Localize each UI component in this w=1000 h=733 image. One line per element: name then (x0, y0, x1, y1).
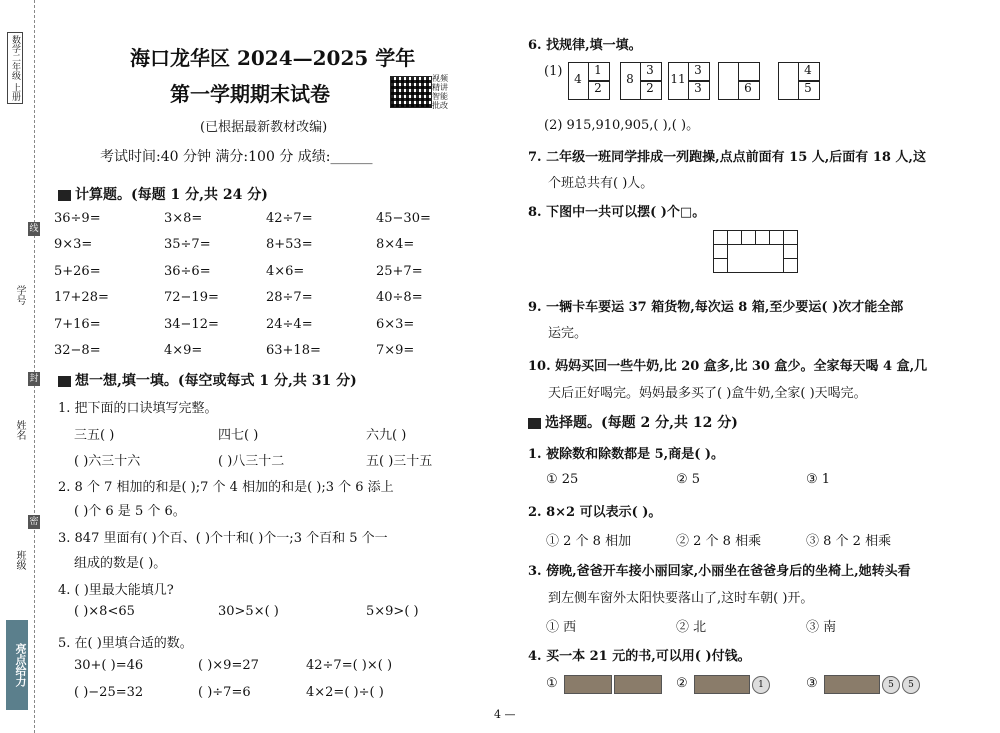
field-name: 姓名 (14, 420, 25, 440)
blank-item[interactable]: ( )÷7=6 (198, 685, 251, 700)
grid-cell (728, 231, 742, 245)
banknote-20-icon (824, 675, 880, 694)
option[interactable]: ③ 1 (806, 472, 831, 487)
square-grid-figure (713, 230, 798, 273)
option[interactable]: ① 2 个 8 相加 (546, 534, 632, 549)
option[interactable]: ② 北 (676, 620, 707, 635)
banknote-10-icon (564, 675, 612, 694)
grid-cell (756, 259, 770, 273)
pattern-number: 4 (574, 72, 582, 86)
calc-item[interactable]: 9×3= (54, 237, 93, 253)
pattern-number: 5 (804, 81, 812, 95)
question: 5. 在( )里填合适的数。 (58, 636, 193, 651)
question: 7. 二年级一班同学排成一列跑操,点点前面有 15 人,后面有 18 人,这 (528, 150, 926, 165)
blank-item[interactable]: 4×2=( )÷( ) (306, 685, 384, 700)
question: 4. 买一本 21 元的书,可以用( )付钱。 (528, 649, 751, 664)
field-student-id: 学号 (14, 285, 25, 305)
coin-1-icon: 1 (752, 676, 770, 694)
blank-item[interactable]: 三五( ) (74, 428, 115, 443)
blank-item[interactable]: ( )×8<65 (74, 604, 135, 619)
question: 1. 被除数和除数都是 5,商是( )。 (528, 447, 725, 462)
grid-cell (714, 245, 728, 259)
option[interactable]: ② (676, 676, 688, 691)
calc-item[interactable]: 4×6= (266, 263, 305, 279)
option[interactable]: ① 25 (546, 472, 579, 487)
grid-cell (714, 259, 728, 273)
calc-item[interactable]: 8×4= (376, 237, 415, 253)
banknote-20-icon (694, 675, 750, 694)
calc-item[interactable]: 28÷7= (266, 290, 313, 306)
calc-item[interactable]: 36÷6= (164, 263, 211, 279)
blank-item[interactable]: ( )×9=27 (198, 658, 259, 673)
calc-item[interactable]: 25+7= (376, 263, 423, 279)
grid-cell (770, 245, 784, 259)
grid-cell (756, 231, 770, 245)
blank-item[interactable]: 42÷7=( )×( ) (306, 658, 393, 673)
grid-cell (714, 231, 728, 245)
section-icon (58, 376, 71, 387)
question-part: (1) (544, 64, 563, 79)
section-icon (528, 418, 541, 429)
question: 2. 8 个 7 相加的和是( );7 个 4 相加的和是( );3 个 6 添上 (58, 480, 394, 495)
calc-item[interactable]: 24÷4= (266, 316, 313, 332)
blank-item[interactable]: 30+( )=46 (74, 658, 144, 673)
question: 3. 傍晚,爸爸开车接小丽回家,小丽坐在爸爸身后的坐椅上,她转头看 (528, 564, 911, 579)
cut-line (34, 0, 35, 733)
question: 8. 下图中一共可以摆( )个□。 (528, 205, 706, 220)
blank-item[interactable]: 六九( ) (366, 428, 407, 443)
calc-item[interactable]: 4×9= (164, 343, 203, 358)
grid-cell (784, 259, 798, 273)
option[interactable]: ② 2 个 8 相乘 (676, 534, 762, 549)
calc-item[interactable]: 17+28= (54, 290, 109, 306)
section-title (528, 412, 738, 432)
pattern-number: 3 (646, 63, 654, 77)
grid-cell (770, 231, 784, 245)
cut-mark: 密 (29, 517, 39, 527)
option[interactable]: ③ (806, 676, 818, 691)
grade-tag: 数学二年级 上册 (7, 32, 23, 104)
question: 10. 妈妈买回一些牛奶,比 20 盒多,比 30 盒少。全家每天喝 4 盒,几 (528, 359, 928, 374)
blank-item[interactable]: 四七( ) (218, 428, 259, 443)
calc-item[interactable]: 5+26= (54, 263, 101, 279)
pattern-number: 8 (626, 72, 634, 86)
brand-logo: 亮点给力 (6, 620, 28, 710)
section-icon (58, 190, 71, 201)
question: 到左侧车窗外太阳快要落山了,这时车朝( )开。 (548, 591, 814, 606)
calc-item[interactable]: 6×3= (376, 316, 415, 332)
question: 4. ( )里最大能填几? (58, 583, 174, 598)
calc-item[interactable]: 3×8= (164, 211, 203, 226)
binding-strip (0, 0, 44, 733)
calc-item[interactable]: 8+53= (266, 237, 313, 253)
calc-item[interactable]: 32−8= (54, 343, 101, 358)
pattern-number: 3 (694, 81, 702, 95)
question: 6. 找规律,填一填。 (528, 38, 642, 53)
question: 组成的数是( )。 (74, 556, 167, 571)
section-title (58, 184, 268, 204)
qr-label: 视频精讲 智能批改 (432, 74, 448, 110)
coin-5-icon: 5 (902, 676, 920, 694)
blank-item[interactable]: ( )八三十二 (218, 454, 285, 469)
exam-info: 考试时间:40 分钟 满分:100 分 成绩:______ (100, 149, 373, 165)
grid-cell (770, 259, 784, 273)
question: 1. 把下面的口诀填写完整。 (58, 401, 218, 416)
calc-item[interactable]: 7×9= (376, 343, 415, 358)
grid-cell (742, 259, 756, 273)
section-title (58, 370, 357, 390)
blank-item[interactable]: 五( )三十五 (366, 454, 433, 469)
option[interactable]: ③ 8 个 2 相乘 (806, 534, 892, 549)
pattern-number: 1 (594, 63, 602, 77)
pattern-number: 2 (646, 81, 654, 95)
grid-cell (756, 245, 770, 259)
pattern-number: 2 (594, 81, 602, 95)
cut-mark: 线 (29, 224, 39, 234)
question-part: (2) 915,910,905,( ),( )。 (544, 118, 700, 133)
question: 3. 847 里面有( )个百、( )个十和( )个一;3 个百和 5 个一 (58, 531, 388, 546)
calc-item[interactable]: 7+16= (54, 316, 101, 332)
blank-item[interactable]: ( )−25=32 (74, 685, 144, 700)
qr-code-icon[interactable] (390, 76, 432, 108)
revision-note: (已根据最新教材改编) (200, 120, 328, 135)
field-class: 班级 (14, 550, 25, 570)
option[interactable]: ① (546, 676, 558, 691)
page-number: 4 — (494, 708, 516, 721)
coin-5-icon: 5 (882, 676, 900, 694)
pattern-number: 4 (804, 63, 812, 77)
exam-title: 海口龙华区 2024—2025 学年 (130, 46, 416, 70)
section-title-text: 想一想,填一填。(每空或每式 1 分,共 31 分) (75, 373, 357, 389)
question: 天后正好喝完。妈妈最多买了( )盒牛奶,全家( )天喝完。 (548, 386, 867, 401)
cut-mark: 封 (29, 374, 39, 384)
calc-item[interactable]: 42÷7= (266, 211, 313, 226)
banknote-10-icon (614, 675, 662, 694)
option[interactable]: ② 5 (676, 472, 701, 487)
pattern-number: 3 (694, 63, 702, 77)
calc-item[interactable]: 35÷7= (164, 237, 211, 253)
question: ( )个 6 是 5 个 6。 (74, 504, 186, 519)
calc-item[interactable]: 45−30= (376, 211, 431, 226)
grid-cell (728, 245, 742, 259)
question: 2. 8×2 可以表示( )。 (528, 505, 662, 520)
grid-cell (784, 231, 798, 245)
grid-cell (784, 245, 798, 259)
section-title-text: 计算题。(每题 1 分,共 24 分) (75, 187, 268, 203)
grid-cell (742, 231, 756, 245)
calc-item[interactable]: 63+18= (266, 343, 321, 358)
calc-item[interactable]: 72−19= (164, 290, 219, 306)
grid-cell (728, 259, 742, 273)
question: 个班总共有( )人。 (548, 176, 654, 191)
pattern-number: 6 (744, 81, 752, 95)
blank-item[interactable]: ( )六三十六 (74, 454, 141, 469)
pattern-number: 11 (670, 72, 686, 86)
blank-item[interactable]: 5×9>( ) (366, 604, 419, 619)
question: 运完。 (548, 326, 588, 341)
option[interactable]: ① 西 (546, 620, 577, 635)
grid-cell (742, 245, 756, 259)
calc-item[interactable]: 40÷8= (376, 290, 423, 306)
calc-item[interactable]: 34−12= (164, 316, 219, 332)
option[interactable]: ③ 南 (806, 620, 837, 635)
calc-item[interactable]: 36÷9= (54, 211, 101, 226)
section-title-text: 选择题。(每题 2 分,共 12 分) (545, 415, 738, 431)
exam-subtitle: 第一学期期末试卷 (170, 82, 330, 106)
blank-item[interactable]: 30>5×( ) (218, 604, 279, 619)
question: 9. 一辆卡车要运 37 箱货物,每次运 8 箱,至少要运( )次才能全部 (528, 300, 904, 315)
